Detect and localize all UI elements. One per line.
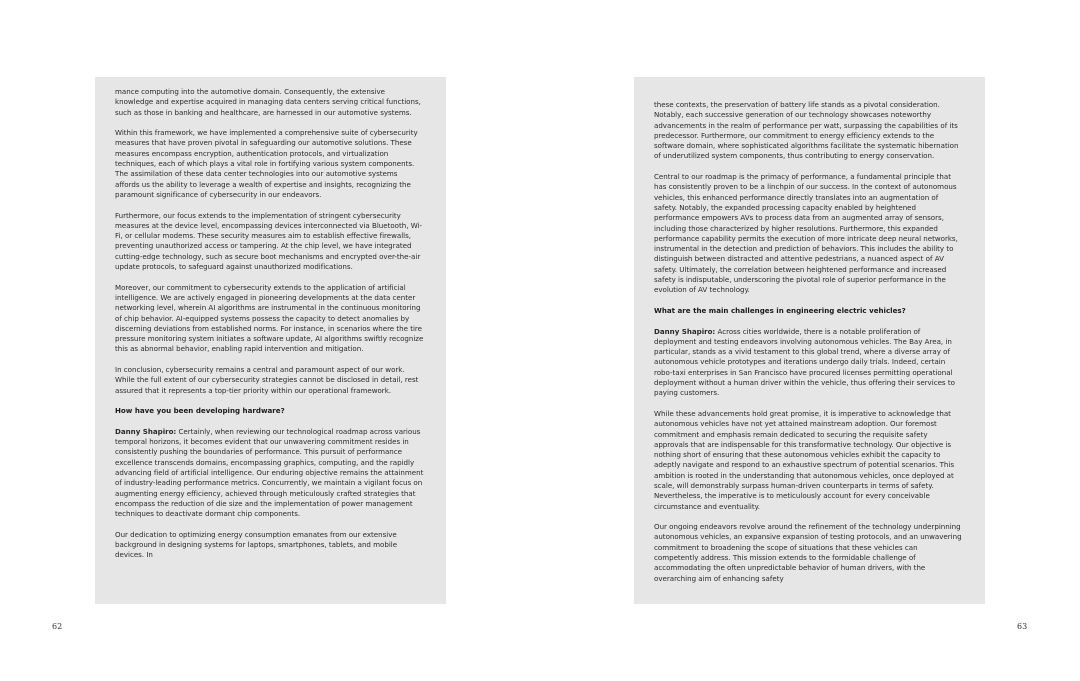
interview-answer — [654, 327, 963, 399]
paragraph: Moreover, our commitment to cybersecurity extends to the application of artificial intelligence. We are actively engaged in pioneering developments at the data center networking level, wherein AI algorithms are instrumental in the continuous monitoring of chip behavior. AI-equipped systems possess the capacity to detect anomalies by discerning deviations from established norms. For instance, in scenarios where the tire pressure monitoring system initiates a software update, AI algorithms swiftly recognize this as abnormal behavior, enabling rapid intervention and mitigation. — [115, 282, 424, 354]
left-page-text-column — [95, 77, 446, 604]
interview-question: How have you been developing hardware? — [115, 406, 285, 416]
answer-text: Across cities worldwide, there is a notable proliferation of deployment and testing endeavors involving autonomous vehicles. The Bay Area, in particular, stands as a vivid testament to this global trend, where a diverse array of autonomous vehicle prototypes and iterations undergo daily trials. Indeed, certain robo-taxi enterprises in San Francisco have procured licenses permitting operational deployment without a human driver within the vehicle, thus offering their services to paying customers. — [654, 326, 955, 398]
paragraph: While these advancements hold great promise, it is imperative to acknowledge that autonomous vehicles have not yet attained mainstream adoption. Our foremost commitment and emphasis remain dedicated to securing the requisite safety approvals that are indispensable for this transformative technology. Our objective is nothing short of ensuring that these autonomous vehicles exhibit the capacity to adeptly navigate and respond to an exhaustive spectrum of potential scenarios. This ambition is rooted in the understanding that autonomous vehicles, once deployed at scale, will demonstrably surpass human-driven counterparts in terms of safety. Nevertheless, the imperative is to meticulously account for every conceivable circumstance and eventuality. — [654, 408, 955, 511]
paragraph: Our dedication to optimizing energy consumption emanates from our extensive background in designing systems for laptops, smartphones, tablets, and mobile devices. In — [115, 529, 398, 560]
paragraph: these contexts, the preservation of battery life stands as a pivotal consideration. Notably, each successive generation of our technology showcases noteworthy advancements in the realm of performance per watt, surpassing the capabilities of its predecessor. Furthermore, our commitment to energy efficiency extends to the software domain, where sophisticated algorithms facilitate the systematic hibernation of underutilized system components, thus contributing to energy conservation. — [654, 100, 959, 161]
paragraph: mance computing into the automotive domain. Consequently, the extensive knowledge and expertise acquired in managing data centers serving critical functions, such as those in banking and healthcare, are harnessed in our automotive systems. — [115, 87, 421, 117]
speaker-name: Danny Shapiro: — [115, 426, 177, 436]
speaker-name: Danny Shapiro: — [654, 326, 716, 336]
paragraph: Furthermore, our focus extends to the implementation of stringent cybersecurity measures at the device level, encompassing devices interconnected via Bluetooth, Wi-Fi, or cellular modems. These security measures aim to establish effective firewalls, preventing unauthorized access or tampering. At the chip level, we have integrated cutting-edge technology, such as secure boot mechanisms and encrypted over-the-air update protocols, to safeguard against unauthorized modifications. — [115, 210, 423, 272]
paragraph: Central to our roadmap is the primacy of performance, a fundamental principle that has consistently proven to be a linchpin of our success. In the context of autonomous vehicles, this enhanced performance directly translates into an augmentation of safety. Notably, the expanded processing capacity enabled by heightened performance empowers AVs to process data from an augmented array of sensors, including those characterized by higher resolutions. Furthermore, this expanded performance capability permits the execution of more intricate deep neural networks, instrumental in the detection and prediction of behaviors. This includes the ability to distinguish between distracted and attentive pedestrians, a nuanced aspect of AV safety. Ultimately, the correlation between heightened performance and increased safety is indisputable, underscoring the pivotal role of superior performance in the evolution of AV technology. — [654, 172, 958, 295]
paragraph: Our ongoing endeavors revolve around the refinement of the technology underpinning autonomous vehicles, an expansive expansion of testing protocols, and an unwavering commitment to broadening the scope of situations that these vehicles can competently address. This mission extends to the formidable challenge of accommodating the often unpredictable behavior of human drivers, with the overarching aim of enhancing safety — [654, 522, 962, 583]
interview-question: What are the main challenges in engineering electric vehicles? — [654, 305, 906, 315]
paragraph: Within this framework, we have implemented a comprehensive suite of cybersecurity measures that have proven pivotal in safeguarding our automotive solutions. These measures encompass encryption, authentication protocols, and virtualization techniques, each of which plays a vital role in fortifying various system components. The assimilation of these data center technologies into our automotive systems affords us the ability to leverage a wealth of expertise and insights, recognizing the paramount significance of cybersecurity in our endeavors. — [115, 128, 418, 199]
page-number-right: 63 — [1017, 622, 1028, 631]
page-number-left: 62 — [52, 622, 63, 631]
answer-text: Certainly, when reviewing our technological roadmap across various temporal horizons, it becomes evident that our unwavering commitment resides in consistently pushing the boundaries of performance. This pursuit of performance excellence transcends domains, encompassing graphics, computing, and the rapidly advancing field of artificial intelligence. Our enduring objective remains the attainment of industry-leading performance metrics. Concurrently, we maintain a vigilant focus on augmenting energy efficiency, achieved through meticulously crafted strategies that encompass the reduction of die size and the implementation of power management techniques to deactivate dormant chip components. — [115, 426, 424, 519]
paragraph: In conclusion, cybersecurity remains a central and paramount aspect of our work. While the full extent of our cybersecurity strategies cannot be disclosed in detail, rest assured that it represents a top-tier priority within our operational framework. — [115, 365, 419, 395]
interview-answer — [115, 427, 424, 520]
right-page-text-column — [634, 77, 985, 604]
